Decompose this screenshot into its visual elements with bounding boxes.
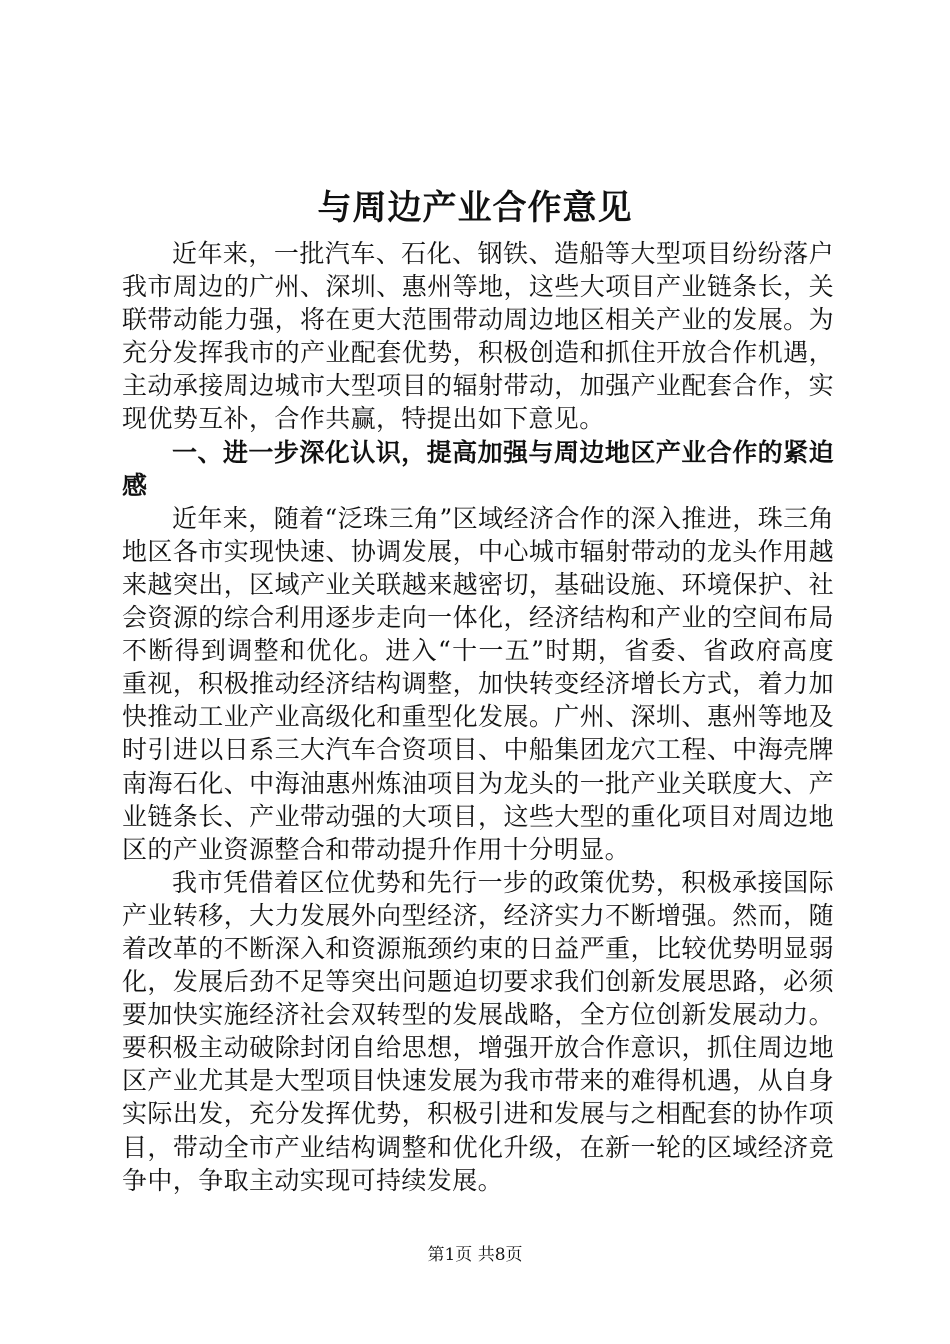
page-title: 与周边产业合作意见	[317, 188, 633, 228]
page-footer: 第1页 共8页	[427, 1245, 523, 1265]
section-heading: 一、进一步深化认识，提高加强与周边地区产业合作的紧迫感	[122, 437, 834, 500]
intro-paragraph: 近年来，一批汽车、石化、钢铁、造船等大型项目纷纷落户我市周边的广州、深圳、惠州等地，这些大项目产业链条长，关联带动能力强，将在更大范围带动周边地区相关产业的发展。为充分发挥我市的产业配套优势，积极创造和抓住开放合作机遇，主动承接周边城市大型项目的辐射带动，加强产业配套合作，实现优势互补，合作共赢，特提出如下意见。	[122, 239, 834, 434]
section-paragraph-2: 我市凭借着区位优势和先行一步的政策优势，积极承接国际产业转移，大力发展外向型经济，经济实力不断增强。然而，随着改革的不断深入和资源瓶颈约束的日益严重，比较优势明显弱化，发展后劲不足等突出问题迫切要求我们创新发展思路，必须要加快实施经济社会双转型的发展战略，全方位创新发展动力。要积极主动破除封闭自给思想，增强开放合作意识，抓住周边地区产业尤其是大型项目快速发展为我市带来的难得机遇，从自身实际出发，充分发挥优势，积极引进和发展与之相配套的协作项目，带动全市产业结构调整和优化升级，在新一轮的区域经济竞争中，争取主动实现可持续发展。	[122, 867, 834, 1195]
section-paragraph-1: 近年来，随着“泛珠三角”区域经济合作的深入推进，珠三角地区各市实现快速、协调发展，中心城市辐射带动的龙头作用越来越突出，区域产业关联越来越密切，基础设施、环境保护、社会资源的综合利用逐步走向一体化，经济结构和产业的空间布局不断得到调整和优化。进入“十一五”时期，省委、省政府高度重视，积极推动经济结构调整，加快转变经济增长方式，着力加快推动工业产业高级化和重型化发展。广州、深圳、惠州等地及时引进以日系三大汽车合资项目、中船集团龙穴工程、中海壳牌南海石化、中海油惠州炼油项目为龙头的一批产业关联度大、产业链条长、产业带动强的大项目，这些大型的重化项目对周边地区的产业资源整合和带动提升作用十分明显。	[122, 503, 834, 864]
document-body	[122, 237, 834, 1197]
